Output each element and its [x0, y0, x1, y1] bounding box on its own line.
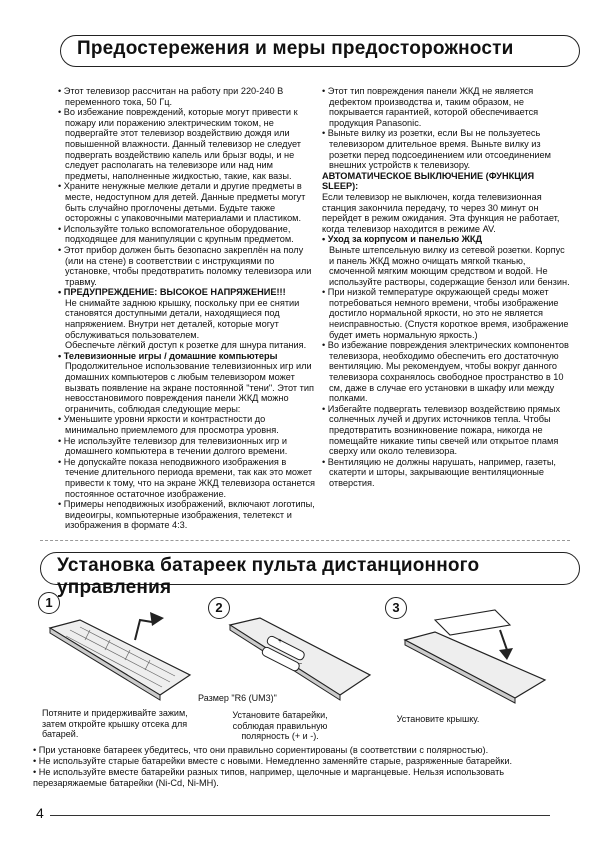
list-item: • Не используйте старые батарейки вместе с новыми. Немедленно заменяйте старые, разряженные батарейки.	[33, 756, 513, 766]
auto-off-heading: АВТОМАТИЧЕСКОЕ ВЫКЛЮЧЕНИЕ (ФУНКЦИЯ SLEEP):	[322, 170, 535, 192]
list-item: • Уменьшите уровни яркости и контрастности до минимально приемлемого для просмотра уровня.	[58, 414, 279, 435]
list-item: • Храните ненужные мелкие детали и другие предметы в месте, недоступном для детей. Данные предметы могут быть случайно проглочены детьми. Будьте также осторожны с упаковочными материалами и пластиком.	[58, 181, 306, 224]
section-title-batteries: Установка батареек пульта дистанционного управления	[57, 555, 480, 598]
games-text: Продолжительное использование телевизионных игр или домашних компьютеров с любым телевизором может вызвать появление на экране постоянной "тени". Этот тип невосстановимого повреждения панели ЖКД можно ограничить, соблюдая следующие меры:	[65, 361, 314, 414]
list-item: • Вентиляцию не должны нарушать, например, газеты, скатерти и шторы, закрывающие вентиляционные отверстия.	[322, 456, 556, 488]
left-column	[58, 86, 320, 531]
list-item: • При низкой температуре окружающей среды может потребоваться немного времени, чтобы изображение достигло нормальной яркости, но это не является неисправностью. (Спустя короткое время, изображение будет иметь нормальную яркость.)	[322, 287, 569, 340]
step-2-number: 2	[208, 597, 230, 619]
list-item: • Не используйте вместе батарейки разных типов, например, щелочные и марганцевые. Нельзя использовать перезаряжаемые батарейки (Ni-Cd, Ni-MH).	[33, 767, 505, 788]
section-title-precautions: Предостережения и меры предосторожности	[77, 38, 514, 59]
svg-text:+: +	[278, 638, 283, 645]
battery-notes	[33, 745, 553, 789]
right-column	[322, 86, 570, 489]
list-item: • Примеры неподвижных изображений, включают логотипы, видеоигры, компьютерные изображения, телетекст и изображения в формате 4:3.	[58, 499, 315, 531]
list-item: • Во избежание повреждений, которые могут привести к пожару или поражению электрическим током, не подвергайте этот телевизор воздействию дождя или повышенной влажности. Данный телевизор не следует подвергать воздействию капель или брызг воды, и не следует располагать на телевизоре или над ним предметы, наполненные жидкостью, такие, как вазы.	[58, 107, 302, 181]
list-item: • Не допускайте показа неподвижного изображения в течение длительного периода времени, так как это может привести к тому, что на экране ЖКД телевизора останется постоянное остаточное изображение.	[58, 456, 315, 499]
remote-close-illustration	[395, 610, 575, 710]
size-label: Размер "R6 (UM3)"	[198, 693, 277, 703]
warning-extra: Обеспечьте лёгкий доступ к розетке для шнура питания.	[65, 340, 307, 351]
remote-open-illustration	[40, 600, 210, 710]
warning-heading: • ПРЕДУПРЕЖДЕНИЕ: ВЫСОКОЕ НАПРЯЖЕНИЕ!!!	[58, 287, 286, 298]
step-1-number: 1	[38, 592, 60, 614]
list-item: • Этот телевизор рассчитан на работу при 220-240 В переменного тока, 50 Гц.	[58, 86, 284, 107]
list-item: • Этот прибор должен быть безопасно закреплён на полу (или на стене) в соответствии с инструкциями по установке, чтобы предотвратить поломку телевизора или травму.	[58, 244, 312, 287]
games-heading: • Телевизионные игры / домашние компьютеры	[58, 350, 278, 361]
step-2-caption: Установите батарейки, соблюдая правильную полярность (+ и -).	[232, 710, 328, 741]
svg-text:−: −	[298, 661, 303, 668]
list-item: • Используйте только вспомогательное оборудование, подходящее для манипуляции с крупным предметом.	[58, 223, 294, 245]
step-3-number: 3	[385, 597, 407, 619]
section-divider	[40, 540, 570, 541]
list-item: • Не используйте телевизор для телевизионных игр и домашнего компьютера в течении долгого времени.	[58, 435, 288, 457]
list-item: • Во избежание повреждения электрических компонентов телевизора, необходимо обеспечить его достаточную вентиляцию. Мы рекомендуем, чтобы вокруг данного телевизора сохранялось свободное пространство в 10 см, даже в случае его установки в шкафу или между полками.	[322, 340, 569, 404]
section-title-box-batteries	[40, 552, 580, 598]
list-item: • Избегайте подвергать телевизор воздействию прямых солнечных лучей и других источников тепла. Чтобы предотвратить возникновение пожара, никогда не помещайте никакие типы свечей или открытое пламя сверху или около телевизора.	[322, 403, 561, 457]
list-item: • При установке батареек убедитесь, что они правильно сориентированы (в соответствии с полярностью).	[33, 745, 489, 755]
footer-rule	[50, 815, 550, 816]
list-item: • Выньте вилку из розетки, если Вы не пользуетесь телевизором длительное время. Выньте вилку из розетки перед подсоединением или отсоединением внешних устройств к телевизору.	[322, 128, 551, 171]
warning-text: Не снимайте заднюю крышку, поскольку при ее снятии становятся доступными детали, находящиеся под напряжением. Внутри нет деталей, которые могут обслуживаться пользователем.	[65, 297, 300, 340]
step-1-caption: Потяните и придерживайте зажим, затем откройте крышку отсека для батарей.	[42, 708, 188, 739]
page-number: 4	[36, 805, 44, 821]
auto-off-text: Если телевизор не выключен, когда телевизионная станция закончила передачу, то через 30 минут он перейдет в режим ожидания. Эта функция не работает, когда телевизор находится в режиме AV.	[322, 191, 560, 234]
section-title-box-precautions	[60, 35, 580, 67]
care-text: Выньте штепсельную вилку из сетевой розетки. Корпус и панель ЖКД можно очищать мягкой тканью, смоченной мягким моющим средством и водой. Не используйте растворы, содержащие бензол или бензин.	[329, 244, 570, 287]
care-heading: • Уход за корпусом и панелью ЖКД	[322, 234, 483, 245]
step-3-caption: Установите крышку.	[396, 714, 480, 724]
list-item: • Этот тип повреждения панели ЖКД не является дефектом производства и, таким образом, не покрывается гарантией, которой обеспечивается продукция Panasonic.	[322, 86, 539, 128]
